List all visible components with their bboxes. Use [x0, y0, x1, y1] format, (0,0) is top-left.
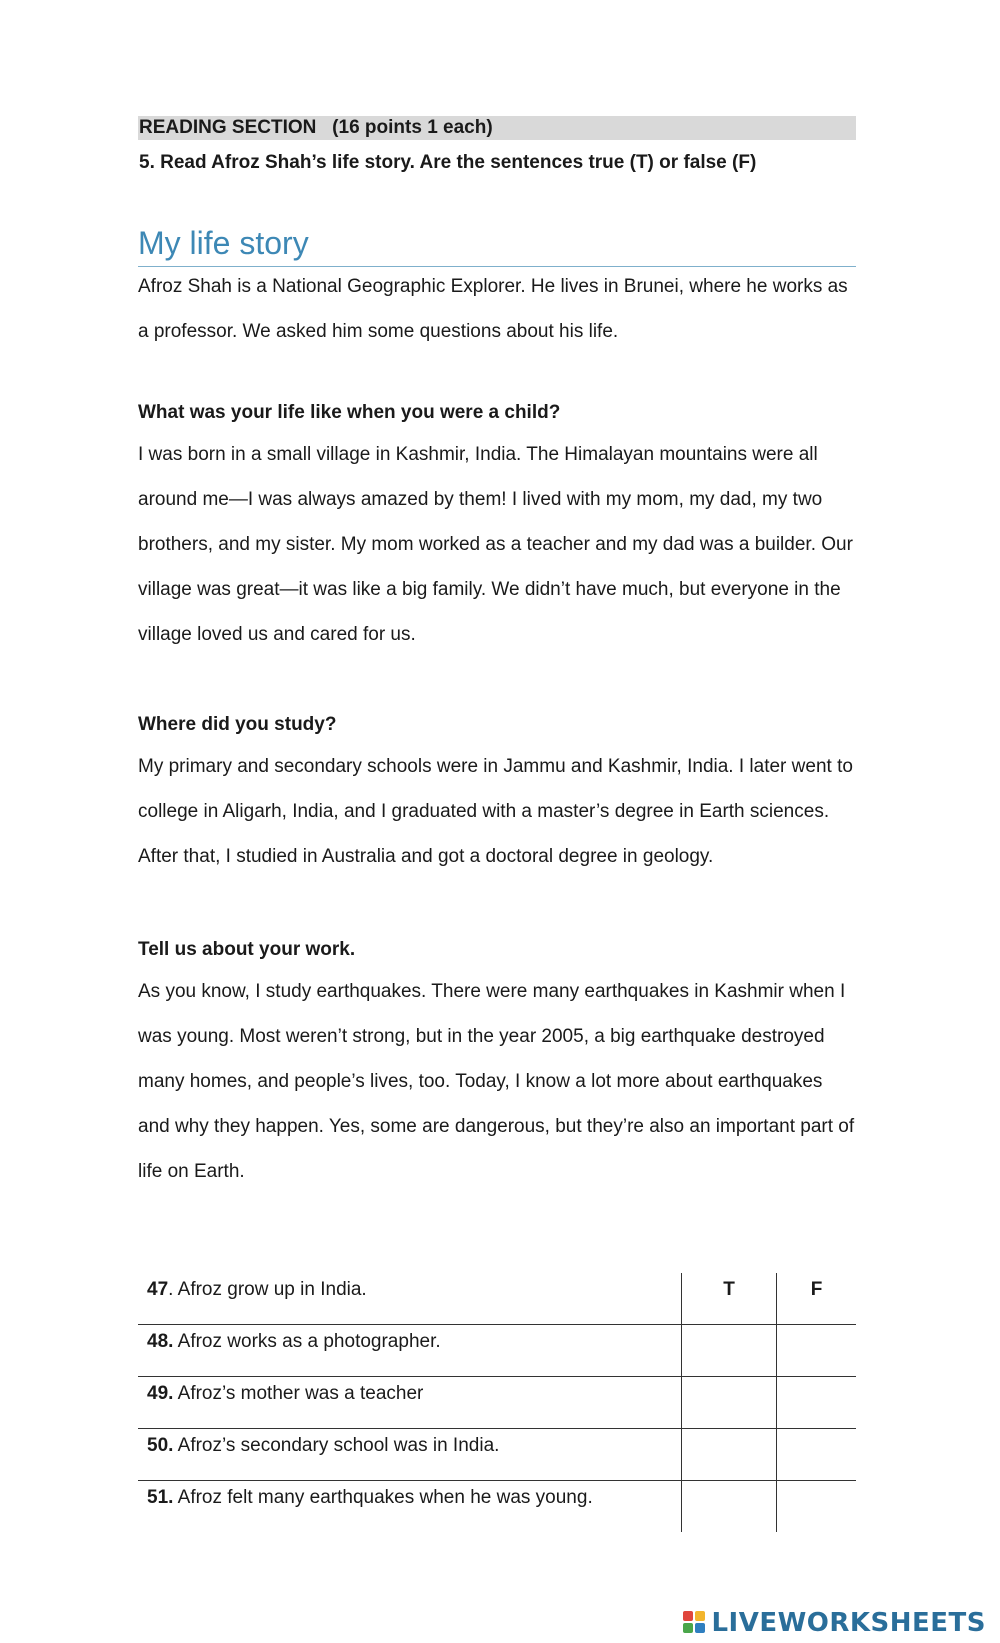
- liveworksheets-logo: [683, 1607, 986, 1639]
- false-answer-box[interactable]: [777, 1377, 857, 1429]
- item-text: Afroz works as a photographer.: [177, 1331, 441, 1352]
- true-header: T: [682, 1273, 777, 1325]
- false-answer-box[interactable]: [777, 1429, 857, 1481]
- section-title-bar: READING SECTION (16 points 1 each): [138, 116, 856, 140]
- true-false-table: [138, 1273, 856, 1532]
- table-row: [138, 1325, 856, 1377]
- item-number: 51.: [147, 1487, 174, 1508]
- statement-cell: [138, 1377, 682, 1429]
- statement-cell: [138, 1325, 682, 1377]
- answer-study: My primary and secondary schools were in Jammu and Kashmir, India. I later went to college in Aligarh, India, and I graduated with a master’s degree in Earth sciences. After that, I studied in Australia and got a doctoral degree in geology.: [138, 756, 853, 867]
- item-number: 50.: [147, 1435, 174, 1456]
- item-number: 49.: [147, 1383, 174, 1404]
- story-intro: Afroz Shah is a National Geographic Explorer. He lives in Brunei, where he works as a professor. We asked him some questions about his life.: [138, 276, 848, 342]
- false-answer-box[interactable]: [777, 1481, 857, 1533]
- item-text: Afroz felt many earthquakes when he was young.: [177, 1487, 593, 1508]
- story-title: My life story: [138, 225, 856, 267]
- true-answer-box[interactable]: [682, 1481, 777, 1533]
- false-header: F: [777, 1273, 857, 1325]
- table-row: [138, 1377, 856, 1429]
- logo-text: LIVEWORKSHEETS: [711, 1608, 986, 1638]
- question-work: Tell us about your work.: [138, 939, 356, 960]
- item-text: Afroz grow up in India.: [177, 1279, 367, 1300]
- statement-cell: [138, 1429, 682, 1481]
- false-answer-box[interactable]: [777, 1325, 857, 1377]
- table-row: [138, 1481, 856, 1533]
- item-number: 47: [147, 1279, 169, 1300]
- item-number: 48.: [147, 1331, 174, 1352]
- statement-cell: [138, 1481, 682, 1533]
- table-row: [138, 1273, 856, 1325]
- item-text: Afroz’s mother was a teacher: [177, 1383, 424, 1404]
- true-answer-box[interactable]: [682, 1429, 777, 1481]
- answer-childhood: I was born in a small village in Kashmir, India. The Himalayan mountains were all around me—I was always amazed by them! I lived with my mom, my dad, my two brothers, and my sister. My mom worked as a teacher and my dad was a builder. Our village was great—it was like a big family. We didn’t have much, but everyone in the village loved us and cared for us.: [138, 444, 853, 645]
- question-childhood: What was your life like when you were a child?: [138, 402, 561, 423]
- statement-cell: 47. Afroz grow up in India.: [138, 1273, 682, 1325]
- logo-grid-icon: [683, 1611, 707, 1635]
- table-row: [138, 1429, 856, 1481]
- true-answer-box[interactable]: [682, 1377, 777, 1429]
- true-answer-box[interactable]: [682, 1325, 777, 1377]
- instruction-text: 5. Read Afroz Shah’s life story. Are the sentences true (T) or false (F): [139, 152, 757, 173]
- answer-work: As you know, I study earthquakes. There were many earthquakes in Kashmir when I was young. Most weren’t strong, but in the year 2005, a big earthquake destroyed many homes, and people’s lives, too. Today, I know a lot more about earthquakes and why they happen. Yes, some are dangerous, but they’re also an important part of life on Earth.: [138, 981, 855, 1182]
- question-study: Where did you study?: [138, 714, 337, 735]
- item-text: Afroz’s secondary school was in India.: [177, 1435, 500, 1456]
